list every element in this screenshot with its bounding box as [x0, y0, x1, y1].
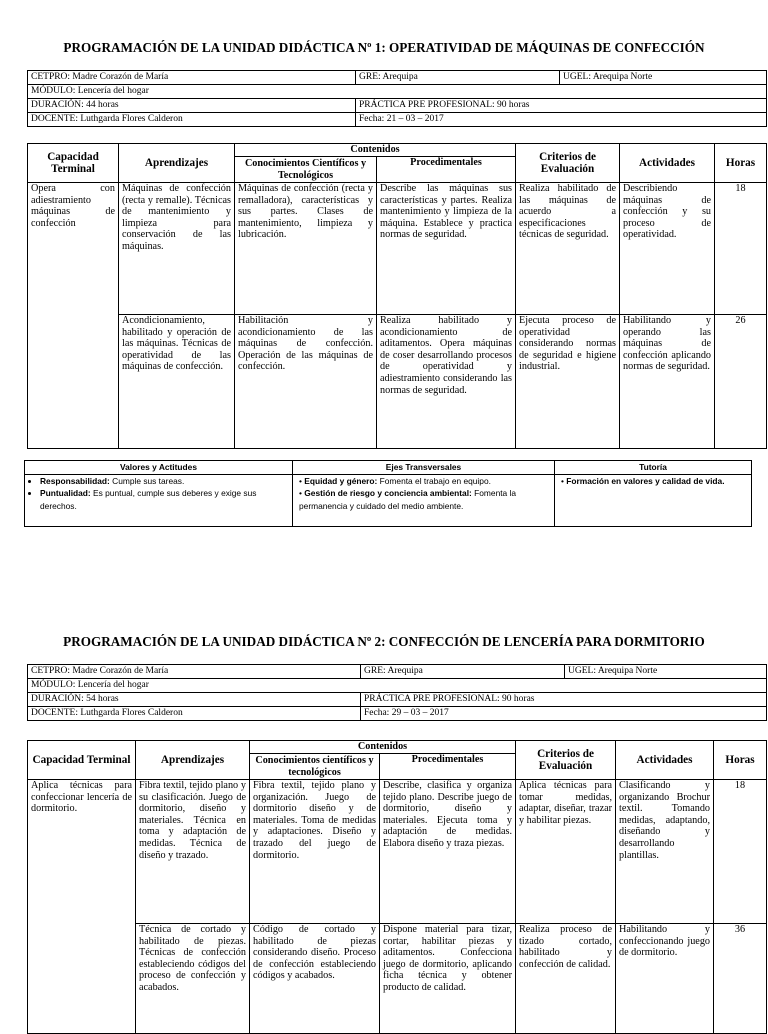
unit1-fecha: Fecha: 21 – 03 – 2017 — [356, 113, 767, 127]
valores-header: Valores y Actitudes — [25, 461, 293, 475]
unit2-gre: GRE: Arequipa — [361, 665, 565, 679]
unit2-row2-conocimientos: Código de cortado y habilitado de piezas considerando diseño. Proceso de confección estableciendo códigos y acabados. — [250, 924, 380, 1034]
unit2-row2-criterios: Realiza proceso de tizado cortado, habilitado y confección de calidad. — [516, 924, 616, 1034]
valores-item — [40, 487, 289, 512]
ejes-header: Ejes Transversales — [293, 461, 555, 475]
unit2-modulo: MÓDULO: Lencería del hogar — [28, 679, 767, 693]
unit1-header-actividades: Actividades — [620, 144, 715, 183]
unit2-row1-aprendizajes: Fibra textil, tejido plano y su clasificación. Juego de dormitorio, diseño y materiales. Técnica en toma y adaptación de medidas. Técnica de diseño y trazado. — [136, 780, 250, 924]
unit2-duracion: DURACIÓN: 54 horas — [28, 693, 361, 707]
unit2-fecha: Fecha: 29 – 03 – 2017 — [361, 707, 767, 721]
unit2-title: PROGRAMACIÓN DE LA UNIDAD DIDÁCTICA Nº 2: CONFECCIÓN DE LENCERÍA PARA DORMITORIO — [63, 634, 705, 649]
ejes-item-text: Fomenta el trabajo en equipo. — [379, 475, 491, 486]
unit2-header-procedimentales: Procedimentales — [380, 754, 516, 780]
tutoria-item: • Formación en valores y calidad de vida. — [561, 475, 725, 486]
unit1-practica: PRÁCTICA PRE PROFESIONAL: 90 horas — [356, 99, 767, 113]
ejes-item: • Gestión de riesgo y conciencia ambiental: Fomenta la permanencia y cuidado del medio ambiente. — [299, 488, 517, 511]
unit1-title: PROGRAMACIÓN DE LA UNIDAD DIDÁCTICA Nº 1: OPERATIVIDAD DE MÁQUINAS DE CONFECCIÓN — [63, 40, 705, 55]
unit2-row2-procedimentales: Dispone material para tizar, cortar, habilitar piezas y aditamentos. Confecciona juego de dormitorio, aplicando ficha técnica y obtener producto de calidad. — [380, 924, 516, 1034]
tutoria-cell — [555, 474, 752, 526]
unit2-cetpro: CETPRO: Madre Corazón de María — [28, 665, 361, 679]
unit1-row2-actividades: Habilitando y operando las máquinas de confección aplicando normas de seguridad. — [620, 315, 715, 449]
unit2-row2-aprendizajes: Técnica de cortado y habilitado de piezas. Técnicas de confección estableciendo códigos del proceso de confección y acabados. — [136, 924, 250, 1034]
ejes-item-text: Fomenta la permanencia y cuidado del medio ambiente. — [299, 488, 517, 511]
unit1-row1-criterios: Realiza habilitado de las máquinas de acuerdo a especificaciones técnicas de seguridad. — [516, 183, 620, 315]
unit2-row2-horas: 36 — [714, 924, 767, 1034]
unit1-info-table — [27, 70, 767, 127]
unit2-header-actividades: Actividades — [616, 741, 714, 780]
valores-item-label: Responsabilidad: — [40, 475, 110, 486]
unit2-row2-actividades: Habilitando y confeccionando juego de dormitorio. — [616, 924, 714, 1034]
unit2-header-contenidos: Contenidos — [250, 741, 516, 754]
unit1-row1-conocimientos: Máquinas de confección (recta y remalladora), características y sus partes. Clases de mantenimiento, limpieza y lubricación. — [235, 183, 377, 315]
ejes-cell — [293, 474, 555, 526]
tutoria-header: Tutoría — [555, 461, 752, 475]
ejes-item-label: Gestión de riesgo y conciencia ambiental: — [304, 488, 472, 498]
unit2-header-horas: Horas — [714, 741, 767, 780]
unit1-ugel: UGEL: Arequipa Norte — [560, 71, 767, 85]
valores-item — [40, 475, 289, 488]
unit2-info-table — [27, 664, 767, 721]
unit1-docente: DOCENTE: Luthgarda Flores Calderon — [28, 113, 356, 127]
unit1-header-contenidos: Contenidos — [235, 144, 516, 157]
unit1-duracion: DURACIÓN: 44 horas — [28, 99, 356, 113]
unit1-row1-aprendizajes: Máquinas de confección (recta y remalle). Técnicas de mantenimiento y limpieza para conservación de las máquinas. — [119, 183, 235, 315]
unit2-header-capacidad: Capacidad Terminal — [28, 741, 136, 780]
unit2-header-criterios: Criterios de Evaluación — [516, 741, 616, 780]
unit2-row1-conocimientos: Fibra textil, tejido plano y organización. Juego de dormitorio diseño y de materiales. Toma de medidas y adaptaciones. Diseño y trazado del juego de dormitorio. — [250, 780, 380, 924]
ejes-item-label: Equidad y género: — [304, 475, 378, 486]
unit2-docente: DOCENTE: Luthgarda Flores Calderon — [28, 707, 361, 721]
unit1-values-table — [24, 460, 752, 527]
unit2-row1-criterios: Aplica técnicas para tomar medidas, adaptar, diseñar, trazar y habilitar piezas. — [516, 780, 616, 924]
unit2-content-table — [27, 740, 767, 1034]
unit2-row1-actividades: Clasificando y organizando Brochur textil. Tomando medidas, adaptando, diseñando y desarrollando plantillas. — [616, 780, 714, 924]
unit1-header-conocimientos: Conocimientos Científicos y Tecnológicos — [235, 157, 377, 183]
unit1-row2-aprendizajes: Acondicionamiento, habilitado y operación de las máquinas. Técnicas de operatividad de las máquinas de confección. — [119, 315, 235, 449]
valores-cell — [25, 474, 293, 526]
ejes-item: • Equidad y género: Fomenta el trabajo en equipo. — [299, 475, 491, 486]
unit2-practica: PRÁCTICA PRE PROFESIONAL: 90 horas — [361, 693, 767, 707]
unit1-header-procedimentales: Procedimentales — [377, 157, 516, 183]
valores-item-text: Es puntual, cumple sus deberes y exige sus derechos. — [40, 488, 257, 511]
unit1-content-table — [27, 143, 767, 449]
unit2-row1-capacidad: Aplica técnicas para confeccionar lencería de dormitorio. — [28, 780, 136, 1034]
unit2-header-conocimientos: Conocimientos científicos y tecnológicos — [250, 754, 380, 780]
tutoria-item-text: Formación en valores y calidad de vida. — [566, 475, 725, 486]
unit2-row1-procedimentales: Describe, clasifica y organiza tejido plano. Describe juego de dormitorio, diseño y materiales. Ejecuta toma y adaptación de medidas. Elabora diseño y traza piezas. — [380, 780, 516, 924]
unit1-row1-actividades: Describiendo máquinas de confección y su proceso de operatividad. — [620, 183, 715, 315]
unit1-header-criterios: Criterios de Evaluación — [516, 144, 620, 183]
unit1-modulo: MÓDULO: Lencería del hogar — [28, 85, 767, 99]
unit1-gre: GRE: Arequipa — [356, 71, 560, 85]
unit2-row1-horas: 18 — [714, 780, 767, 924]
unit1-header-capacidad: Capacidad Terminal — [28, 144, 119, 183]
unit1-row1-horas: 18 — [715, 183, 767, 315]
unit1-row2-procedimentales: Realiza habilitado y acondicionamiento de aditamentos. Opera máquinas de coser desarrollando procesos de operatividad y adiestramiento considerando las normas de seguridad. — [377, 315, 516, 449]
unit2-header-aprendizajes: Aprendizajes — [136, 741, 250, 780]
unit1-row2-criterios: Ejecuta proceso de operatividad considerando normas de seguridad e higiene industrial. — [516, 315, 620, 449]
unit2-ugel: UGEL: Arequipa Norte — [565, 665, 767, 679]
unit1-header-aprendizajes: Aprendizajes — [119, 144, 235, 183]
valores-item-text: Cumple sus tareas. — [112, 475, 185, 486]
unit1-row1-capacidad: Opera con adiestramiento máquinas de confección — [28, 183, 119, 449]
unit1-row2-conocimientos: Habilitación y acondicionamiento de las máquinas de confección. Operación de las máquinas de confección. — [235, 315, 377, 449]
unit1-row2-horas: 26 — [715, 315, 767, 449]
valores-item-label: Puntualidad: — [40, 488, 91, 498]
unit1-cetpro: CETPRO: Madre Corazón de María — [28, 71, 356, 85]
unit1-header-horas: Horas — [715, 144, 767, 183]
unit1-row1-procedimentales: Describe las máquinas sus características y partes. Realiza mantenimiento y limpieza de la máquina. Establece y practica normas de seguridad. — [377, 183, 516, 315]
